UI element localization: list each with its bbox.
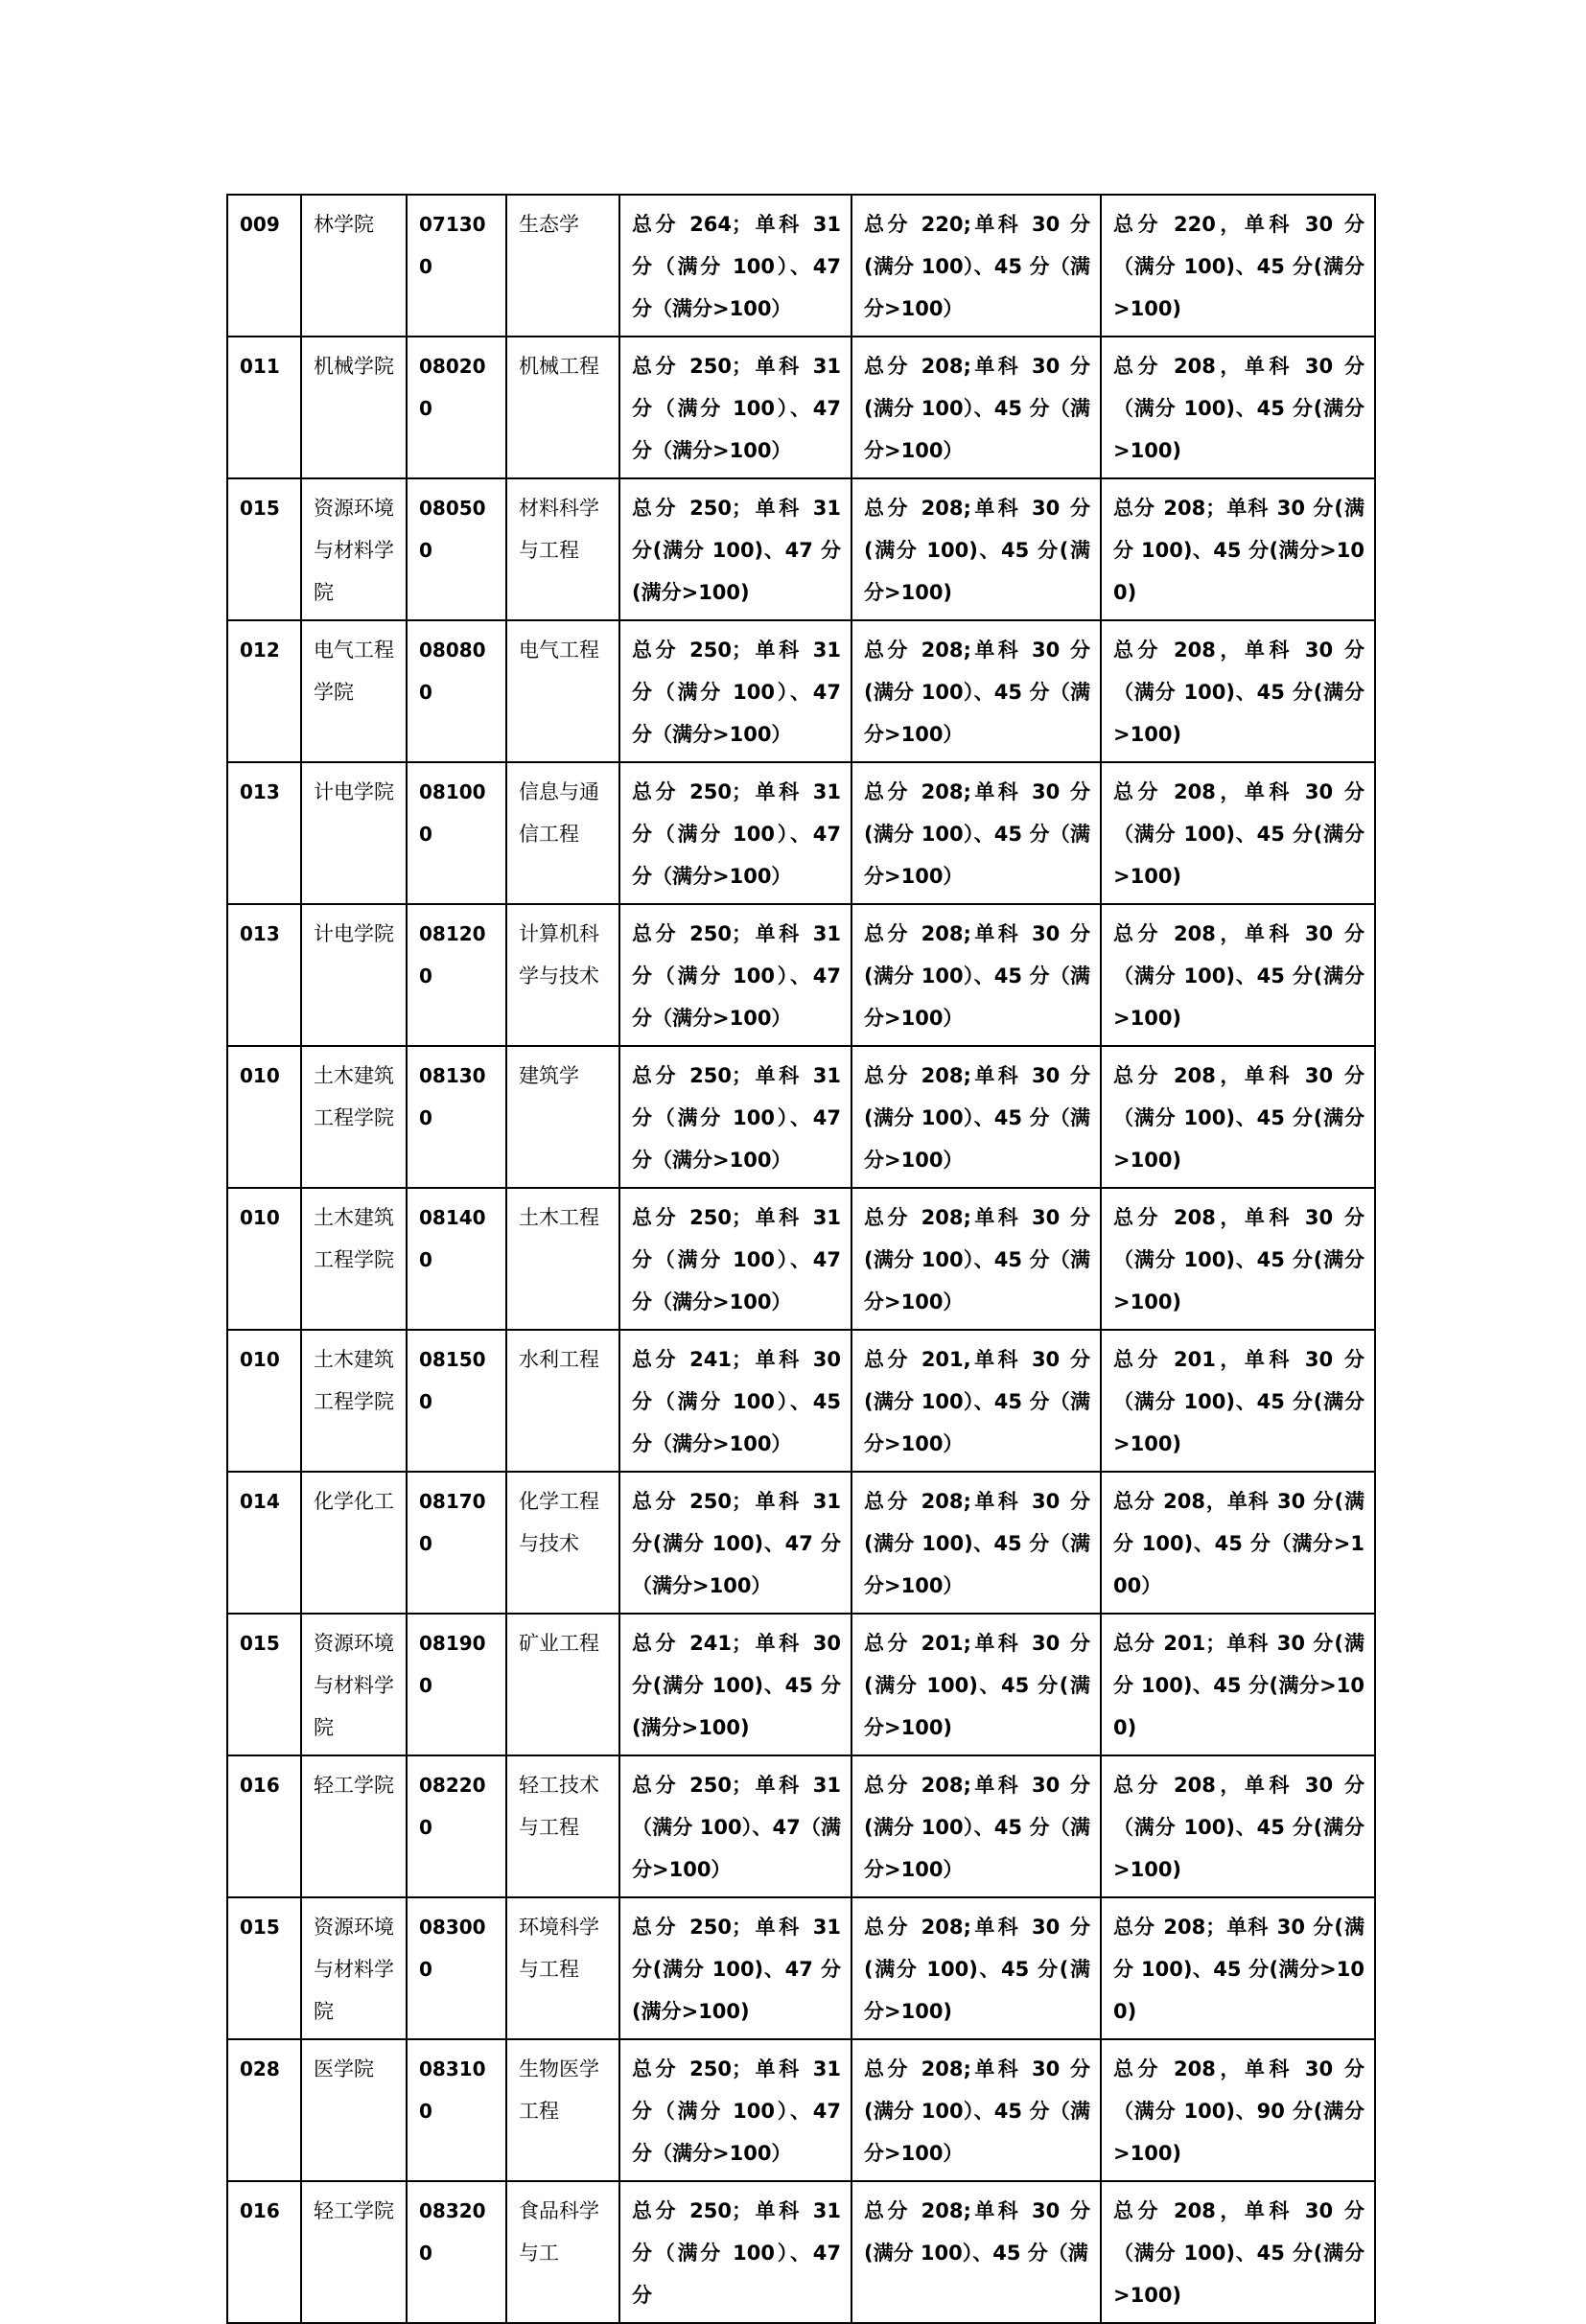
score-line-a-cell: 总分 250；单科 31 分(满分 100)、47 分(满分>100) — [619, 478, 851, 620]
major-code-cell: 083100 — [407, 2039, 506, 2181]
table-row — [227, 195, 1375, 337]
table-row — [227, 1897, 1375, 2039]
college-name-cell: 土木建筑工程学院 — [301, 1188, 407, 1330]
score-line-c-cell: 总分 208，单科 30 分（满分 100)、45 分(满分>100) — [1101, 1046, 1375, 1188]
college-name-cell: 医学院 — [301, 2039, 407, 2181]
college-name-cell: 土木建筑工程学院 — [301, 1330, 407, 1472]
major-name-cell: 土木工程 — [506, 1188, 619, 1330]
college-name-cell: 计电学院 — [301, 762, 407, 904]
college-name-cell: 资源环境与材料学院 — [301, 478, 407, 620]
score-line-a-cell: 总分 264；单科 31 分（满分 100）、47 分（满分>100） — [619, 195, 851, 337]
table-row — [227, 337, 1375, 478]
major-name-cell: 机械工程 — [506, 337, 619, 478]
score-line-c-cell: 总分 208，单科 30 分(满分 100)、45 分（满分>100） — [1101, 1472, 1375, 1614]
college-code-cell: 010 — [227, 1330, 301, 1472]
major-code-cell: 081400 — [407, 1188, 506, 1330]
score-line-c-cell: 总分 208，单科 30 分（满分 100)、45 分(满分>100) — [1101, 337, 1375, 478]
score-line-c-cell: 总分 208，单科 30 分（满分 100)、45 分(满分>100) — [1101, 2181, 1375, 2323]
table-row — [227, 2181, 1375, 2323]
college-name-cell: 电气工程学院 — [301, 620, 407, 762]
score-line-a-cell: 总分 250；单科 31 分（满分 100）、47 分（满分>100） — [619, 2039, 851, 2181]
major-code-cell: 080200 — [407, 337, 506, 478]
score-line-b-cell: 总分 208;单科 30 分(满分 100）、45 分（满分>100） — [851, 904, 1101, 1046]
major-name-cell: 矿业工程 — [506, 1614, 619, 1755]
table-row — [227, 1755, 1375, 1897]
score-line-c-cell: 总分 208，单科 30 分（满分 100)、45 分(满分>100) — [1101, 904, 1375, 1046]
score-line-b-cell: 总分 208;单科 30 分(满分 100)、45 分（满分>100） — [851, 1472, 1101, 1614]
score-line-b-cell: 总分 208;单科 30 分(满分 100）、45 分（满分>100） — [851, 1755, 1101, 1897]
score-line-b-cell: 总分 208;单科 30 分(满分 100）、45 分（满 — [851, 2181, 1101, 2323]
score-line-b-cell: 总分 220;单科 30 分(满分 100）、45 分（满分>100） — [851, 195, 1101, 337]
college-name-cell: 机械学院 — [301, 337, 407, 478]
major-name-cell: 化学工程与技术 — [506, 1472, 619, 1614]
score-line-c-cell: 总分 220，单科 30 分（满分 100)、45 分(满分>100) — [1101, 195, 1375, 337]
college-name-cell: 资源环境与材料学院 — [301, 1897, 407, 2039]
table-row — [227, 478, 1375, 620]
score-line-a-cell: 总分 250；单科 31 分（满分 100）、47 分（满分>100） — [619, 762, 851, 904]
table-row — [227, 1046, 1375, 1188]
table-row — [227, 1614, 1375, 1755]
college-code-cell: 015 — [227, 478, 301, 620]
table-row — [227, 1330, 1375, 1472]
table-row — [227, 762, 1375, 904]
score-line-b-cell: 总分 208;单科 30 分(满分 100)、45 分(满分>100) — [851, 1897, 1101, 2039]
score-line-a-cell: 总分 250；单科 31 分（满分 100）、47 分（满分>100） — [619, 337, 851, 478]
college-code-cell: 014 — [227, 1472, 301, 1614]
score-line-c-cell: 总分 208，单科 30 分（满分 100)、45 分(满分>100) — [1101, 620, 1375, 762]
major-code-cell: 083200 — [407, 2181, 506, 2323]
major-name-cell: 环境科学与工程 — [506, 1897, 619, 2039]
major-code-cell: 081900 — [407, 1614, 506, 1755]
score-line-a-cell: 总分 250；单科 31 分（满分 100）、47 分（满分>100） — [619, 1046, 851, 1188]
college-name-cell: 土木建筑工程学院 — [301, 1046, 407, 1188]
college-code-cell: 013 — [227, 904, 301, 1046]
major-code-cell: 081200 — [407, 904, 506, 1046]
college-code-cell: 016 — [227, 1755, 301, 1897]
score-line-c-cell: 总分 208；单科 30 分(满分 100)、45 分(满分>100) — [1101, 1897, 1375, 2039]
score-table — [226, 194, 1376, 2324]
score-line-c-cell: 总分 208，单科 30 分（满分 100)、45 分(满分>100) — [1101, 1188, 1375, 1330]
score-line-c-cell: 总分 208，单科 30 分（满分 100)、45 分(满分>100) — [1101, 762, 1375, 904]
score-line-a-cell: 总分 250；单科 31 分（满分 100）、47 分（满分>100） — [619, 1188, 851, 1330]
college-code-cell: 016 — [227, 2181, 301, 2323]
table-row — [227, 2039, 1375, 2181]
score-line-c-cell: 总分 201；单科 30 分(满分 100)、45 分(满分>100) — [1101, 1614, 1375, 1755]
major-name-cell: 计算机科学与技术 — [506, 904, 619, 1046]
score-line-c-cell: 总分 208；单科 30 分(满分 100)、45 分(满分>100) — [1101, 478, 1375, 620]
score-line-b-cell: 总分 208;单科 30 分(满分 100)、45 分(满分>100) — [851, 478, 1101, 620]
score-line-b-cell: 总分 208;单科 30 分(满分 100）、45 分（满分>100） — [851, 337, 1101, 478]
score-line-a-cell: 总分 250；单科 31（满分 100）、47（满分>100） — [619, 1755, 851, 1897]
college-code-cell: 015 — [227, 1614, 301, 1755]
score-line-c-cell: 总分 208，单科 30 分（满分 100)、45 分(满分>100) — [1101, 1755, 1375, 1897]
college-code-cell: 015 — [227, 1897, 301, 2039]
score-line-b-cell: 总分 208;单科 30 分(满分 100）、45 分（满分>100） — [851, 762, 1101, 904]
score-line-b-cell: 总分 208;单科 30 分(满分 100）、45 分（满分>100） — [851, 2039, 1101, 2181]
score-table-page — [226, 194, 1376, 2324]
major-code-cell: 081000 — [407, 762, 506, 904]
major-code-cell: 082200 — [407, 1755, 506, 1897]
college-name-cell: 轻工学院 — [301, 1755, 407, 1897]
college-code-cell: 028 — [227, 2039, 301, 2181]
score-line-a-cell: 总分 250；单科 31 分（满分 100）、47 分（满分>100） — [619, 620, 851, 762]
score-line-b-cell: 总分 208;单科 30 分(满分 100）、45 分（满分>100） — [851, 1188, 1101, 1330]
major-code-cell: 080500 — [407, 478, 506, 620]
college-name-cell: 化学化工 — [301, 1472, 407, 1614]
college-name-cell: 资源环境与材料学院 — [301, 1614, 407, 1755]
college-name-cell: 轻工学院 — [301, 2181, 407, 2323]
major-name-cell: 生态学 — [506, 195, 619, 337]
major-name-cell: 生物医学工程 — [506, 2039, 619, 2181]
score-line-a-cell: 总分 250；单科 31 分（满分 100）、47 分 — [619, 2181, 851, 2323]
score-line-a-cell: 总分 241；单科 30 分(满分 100)、45 分(满分>100) — [619, 1614, 851, 1755]
score-line-a-cell: 总分 241；单科 30 分（满分 100）、45 分（满分>100） — [619, 1330, 851, 1472]
score-line-c-cell: 总分 201，单科 30 分（满分 100)、45 分(满分>100) — [1101, 1330, 1375, 1472]
score-line-b-cell: 总分 201,单科 30 分(满分 100）、45 分（满分>100） — [851, 1330, 1101, 1472]
major-code-cell: 081300 — [407, 1046, 506, 1188]
college-code-cell: 012 — [227, 620, 301, 762]
score-line-a-cell: 总分 250；单科 31 分(满分 100)、47 分（满分>100） — [619, 1472, 851, 1614]
table-row — [227, 1188, 1375, 1330]
major-name-cell: 建筑学 — [506, 1046, 619, 1188]
major-name-cell: 电气工程 — [506, 620, 619, 762]
major-name-cell: 轻工技术与工程 — [506, 1755, 619, 1897]
major-name-cell: 信息与通信工程 — [506, 762, 619, 904]
major-code-cell: 081700 — [407, 1472, 506, 1614]
college-code-cell: 010 — [227, 1046, 301, 1188]
college-code-cell: 011 — [227, 337, 301, 478]
score-line-a-cell: 总分 250；单科 31 分(满分 100)、47 分(满分>100) — [619, 1897, 851, 2039]
score-table-body — [227, 195, 1375, 2323]
major-name-cell: 食品科学与工 — [506, 2181, 619, 2323]
major-code-cell: 081500 — [407, 1330, 506, 1472]
score-line-b-cell: 总分 201;单科 30 分(满分 100)、45 分(满分>100) — [851, 1614, 1101, 1755]
major-code-cell: 083000 — [407, 1897, 506, 2039]
table-row — [227, 620, 1375, 762]
major-name-cell: 材料科学与工程 — [506, 478, 619, 620]
score-line-b-cell: 总分 208;单科 30 分(满分 100）、45 分（满分>100） — [851, 1046, 1101, 1188]
college-code-cell: 013 — [227, 762, 301, 904]
score-line-a-cell: 总分 250；单科 31 分（满分 100）、47 分（满分>100） — [619, 904, 851, 1046]
college-code-cell: 010 — [227, 1188, 301, 1330]
college-name-cell: 林学院 — [301, 195, 407, 337]
major-name-cell: 水利工程 — [506, 1330, 619, 1472]
score-line-b-cell: 总分 208;单科 30 分(满分 100）、45 分（满分>100） — [851, 620, 1101, 762]
score-line-c-cell: 总分 208，单科 30 分（满分 100)、90 分(满分>100) — [1101, 2039, 1375, 2181]
major-code-cell: 071300 — [407, 195, 506, 337]
college-code-cell: 009 — [227, 195, 301, 337]
table-row — [227, 1472, 1375, 1614]
college-name-cell: 计电学院 — [301, 904, 407, 1046]
table-row — [227, 904, 1375, 1046]
major-code-cell: 080800 — [407, 620, 506, 762]
